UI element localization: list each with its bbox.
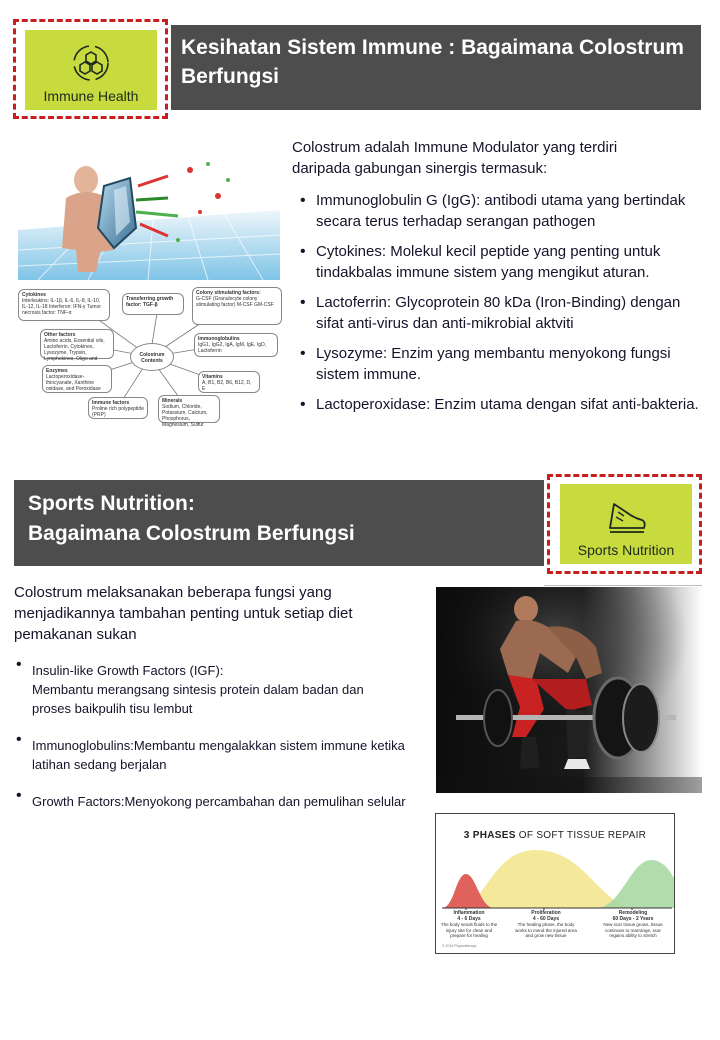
phase-name: Remodeling: [618, 910, 648, 916]
node-other-text: Amino acids, Essential oils, Lactoferrin, Cytokines, Lysozyme, Trypsin, Lymphokines, Oligo and: [44, 338, 105, 362]
phase-inflammation: [440, 911, 498, 939]
bullet-line: • Immunoglobulins:Membantu mengalakkan sistem immune ketika: [32, 738, 405, 753]
sports-bullet-list: [14, 661, 434, 829]
immune-title-line2: Berfungsi: [181, 65, 280, 88]
list-item: [296, 292, 716, 334]
immune-health-badge: [25, 30, 157, 110]
list-item: [14, 736, 434, 774]
chart-title-suffix: OF SOFT TISSUE REPAIR: [518, 830, 647, 841]
phase-name: Proliferation: [531, 910, 561, 916]
node-minerals: [158, 395, 220, 428]
node-minerals-title: Minerals: [162, 398, 183, 404]
node-cytokines-title: Cytokines: [22, 292, 46, 298]
immune-title-banner: [171, 25, 701, 110]
bullet-line: tindakbalas immune sistem yang mengikut aturan.: [316, 264, 650, 281]
phase-days: 60 Days - 2 Years: [612, 915, 654, 922]
sports-nutrition-badge: [560, 484, 692, 564]
immune-intro-line2: daripada gabungan sinergis termasuk:: [292, 160, 548, 177]
node-enzymes-title: Enzymes: [46, 368, 68, 374]
list-item: [296, 394, 716, 415]
node-other-title: Other factors: [44, 332, 76, 338]
bullet-line: • Lactoferrin: Glycoprotein 80 kDa (Iron-Binding) dengan: [316, 294, 681, 311]
bullet-line: • Insulin-like Growth Factors (IGF):: [32, 663, 224, 678]
list-item: [296, 343, 716, 385]
node-vitamins-text: A, B1, B2, B6, B12, D, E: [202, 380, 252, 392]
immune-shield-illustration: [18, 140, 280, 280]
bullet-line: • Lactoperoxidase: Enzim utama dengan sifat anti-bakteria.: [316, 396, 699, 413]
node-immunef-text: Proline rich polypeptide (PRP): [92, 406, 144, 418]
immune-intro: [292, 137, 712, 179]
node-csf: [192, 287, 282, 325]
bullet-line: • Growth Factors:Menyokong percambahan dan pemulihan selular: [32, 794, 406, 809]
bullet-line: • Lysozyme: Enzim yang membantu menyokong fungsi: [316, 345, 671, 362]
node-tgf: [122, 293, 184, 315]
immune-cells-icon: [70, 42, 112, 84]
sports-intro-line2: menjadikannya tambahan penting untuk setiap diet: [14, 605, 353, 622]
chart-credit: © 2019 Physiotherapy: [442, 944, 477, 948]
node-csf-title: Colony stimulating factors:: [196, 290, 261, 296]
phase-days: 4 - 60 Days: [532, 915, 560, 922]
list-item: [296, 190, 716, 232]
chart-title-prefix: 3 PHASES: [463, 830, 516, 841]
bullet-line: • Immunoglobulin G (IgG): antibodi utama yang bertindak: [316, 192, 686, 209]
sports-intro-line3: pemakanan sukan: [14, 626, 137, 643]
sports-title-line2: Bagaimana Colostrum Berfungsi: [28, 522, 355, 545]
bullet-line: secara terus terhadap serangan pathogen: [316, 213, 596, 230]
sports-title-line1: Sports Nutrition:: [28, 492, 195, 515]
node-immunef-title: Immune factors: [92, 400, 130, 406]
node-other-factors: [40, 329, 114, 362]
phase-days: 4 - 6 Days: [457, 915, 481, 922]
weightlifter-photo: [436, 587, 702, 793]
node-center-title: Colostrum Contents: [139, 352, 165, 364]
tissue-repair-chart: [435, 813, 675, 954]
node-immuno-title: Immunoglobulins: [198, 336, 240, 342]
node-tgf-title: Transferring growth factor: TGF-β: [126, 296, 174, 308]
node-immuno-text: IgG1, IgG2, IgA, IgM, IgE, IgD, Lactoferrin: [198, 342, 267, 354]
node-center: [130, 343, 174, 371]
sports-badge-label: Sports Nutrition: [577, 542, 675, 558]
list-item: [296, 241, 716, 283]
immune-bullet-list: [296, 190, 716, 424]
node-enzymes-text: Lactoperoxidase-thiocyanate, Xanthine oxidase, and Peroxidase: [46, 374, 101, 392]
immune-intro-line1: Colostrum adalah Immune Modulator yang terdiri: [292, 139, 618, 156]
bullet-line: proses baikpulih tisu lembut: [32, 701, 193, 716]
phase-remodeling: [600, 911, 666, 939]
phase-desc: New scar tissue grows, tissue continues to rearrange, scar regains ability to stretch: [603, 922, 663, 938]
list-item: [14, 661, 434, 718]
phase-curves: [436, 842, 674, 910]
bullet-line: sifat anti-virus dan anti-mikrobial aktviti: [316, 315, 574, 332]
node-vitamins: [198, 371, 260, 393]
node-enzymes: [42, 365, 112, 393]
bullet-line: latihan sedang berjalan: [32, 757, 167, 772]
node-vitamins-title: Vitamins: [202, 374, 223, 380]
node-minerals-text: Sodium, Chloride, Potassium, Calcium, Phosphorus, Magnesium, Sulfur: [162, 404, 208, 428]
phase-name: Inflammation: [453, 910, 485, 916]
sports-intro-line1: Colostrum melaksanakan beberapa fungsi yang: [14, 584, 332, 601]
colostrum-contents-diagram: [18, 285, 282, 428]
immune-title-line1: Kesihatan Sistem Immune : Bagaimana Colostrum: [181, 36, 684, 59]
chart-title: [436, 830, 674, 841]
bullet-line: sistem immune.: [316, 366, 422, 383]
node-cytokines-text: Interleukins: IL-1β, IL-6, IL-8, IL-10, IL-12, IL-18 Interferon: IFN-γ Tumor necrosis factor: TNF-α: [22, 298, 102, 316]
phase-desc: The healing phase, the body works to mend the injured area and grow new tissue: [515, 922, 577, 938]
phase-desc: The body sends fluids to the injury site for clean and prepare for healing: [440, 922, 498, 938]
running-shoe-icon: [604, 498, 648, 538]
node-cytokines: [18, 289, 110, 321]
sports-banner-underline: [544, 585, 702, 586]
bullet-line: Membantu merangsang sintesis protein dalam badan dan: [32, 682, 364, 697]
immune-badge-label: Immune Health: [43, 88, 139, 104]
sports-intro: [14, 582, 424, 645]
sports-title-banner: [14, 480, 544, 566]
proliferation-curve: [456, 850, 636, 908]
bullet-line: • Cytokines: Molekul kecil peptide yang penting untuk: [316, 243, 661, 260]
node-immune-factors: [88, 397, 148, 419]
node-csf-text: G-CSF (Granulocyte colony stimulating factor) M-CSF GM-CSF: [196, 296, 274, 308]
phase-proliferation: [514, 911, 578, 939]
node-immunoglobulins: [194, 333, 278, 357]
list-item: [14, 792, 434, 811]
